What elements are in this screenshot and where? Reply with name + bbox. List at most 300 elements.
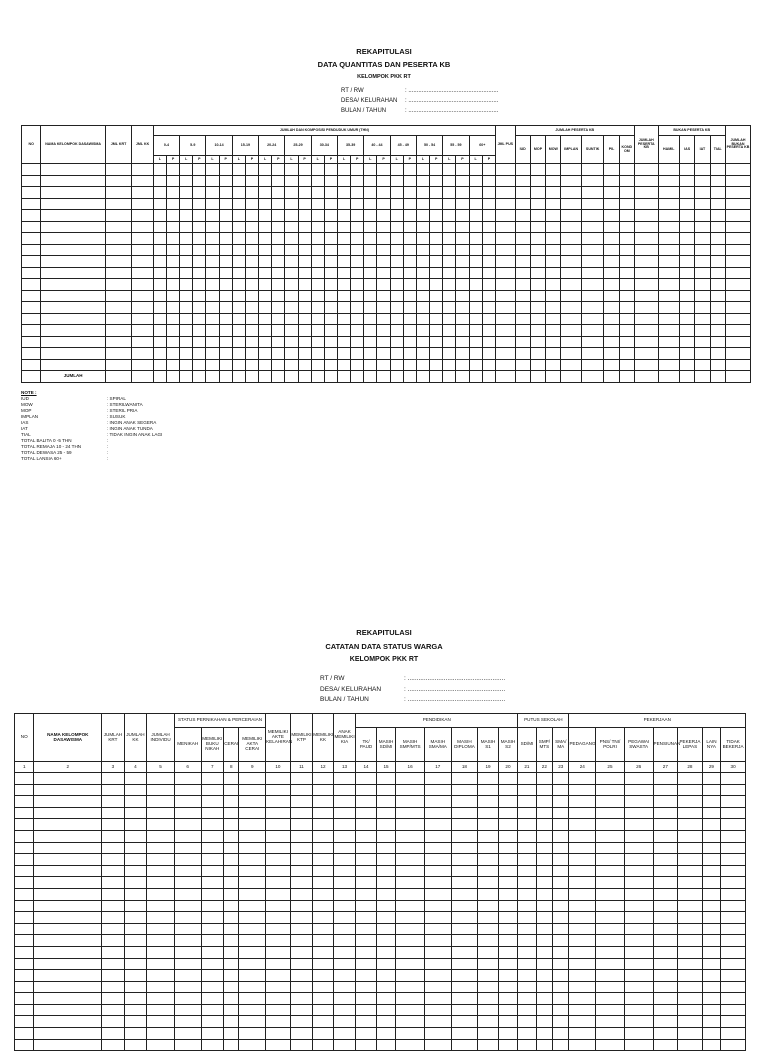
table-cell[interactable] — [124, 830, 147, 842]
table-cell[interactable] — [390, 313, 403, 325]
table-cell[interactable] — [619, 198, 634, 210]
table-cell[interactable] — [596, 946, 625, 958]
table-cell[interactable] — [201, 830, 224, 842]
table-cell[interactable] — [232, 359, 245, 371]
table-cell[interactable] — [569, 784, 596, 796]
table-cell[interactable] — [443, 187, 456, 199]
table-cell[interactable] — [364, 233, 377, 245]
table-cell[interactable] — [219, 302, 232, 314]
table-cell[interactable] — [396, 1028, 425, 1040]
table-cell[interactable] — [324, 325, 337, 337]
table-cell[interactable] — [496, 336, 515, 348]
table-cell[interactable] — [166, 336, 179, 348]
table-cell[interactable] — [403, 313, 416, 325]
table-cell[interactable] — [351, 164, 364, 176]
table-cell[interactable] — [498, 935, 517, 947]
table-cell[interactable] — [34, 900, 102, 912]
table-cell[interactable] — [124, 946, 147, 958]
table-cell[interactable] — [298, 256, 311, 268]
table-cell[interactable] — [102, 830, 125, 842]
table-cell[interactable] — [377, 175, 390, 187]
table-cell[interactable] — [105, 256, 132, 268]
table-cell[interactable] — [272, 256, 285, 268]
table-cell[interactable] — [313, 1004, 334, 1016]
table-cell[interactable] — [596, 796, 625, 808]
table-cell[interactable] — [721, 796, 746, 808]
table-cell[interactable] — [702, 923, 720, 935]
table-cell[interactable] — [536, 865, 552, 877]
table-cell[interactable] — [272, 187, 285, 199]
table-cell[interactable] — [658, 198, 679, 210]
table-cell[interactable] — [403, 336, 416, 348]
table-cell[interactable] — [206, 187, 219, 199]
table-cell[interactable] — [337, 371, 350, 383]
table-cell[interactable] — [635, 371, 659, 383]
table-cell[interactable] — [518, 842, 536, 854]
table-cell[interactable] — [356, 842, 377, 854]
table-cell[interactable] — [456, 302, 469, 314]
table-cell[interactable] — [201, 865, 224, 877]
table-cell[interactable] — [193, 267, 206, 279]
table-cell[interactable] — [403, 187, 416, 199]
table-cell[interactable] — [515, 290, 530, 302]
table-cell[interactable] — [451, 946, 478, 958]
table-cell[interactable] — [430, 210, 443, 222]
table-cell[interactable] — [658, 244, 679, 256]
table-cell[interactable] — [313, 993, 334, 1005]
table-cell[interactable] — [451, 796, 478, 808]
table-cell[interactable] — [553, 1004, 569, 1016]
table-cell[interactable] — [324, 233, 337, 245]
table-cell[interactable] — [324, 221, 337, 233]
table-cell[interactable] — [356, 819, 377, 831]
table-cell[interactable] — [430, 313, 443, 325]
table-cell[interactable] — [376, 784, 395, 796]
table-cell[interactable] — [604, 313, 619, 325]
table-cell[interactable] — [174, 784, 201, 796]
table-cell[interactable] — [396, 958, 425, 970]
table-cell[interactable] — [239, 807, 266, 819]
table-cell[interactable] — [166, 244, 179, 256]
table-cell[interactable] — [498, 1039, 517, 1051]
table-cell[interactable] — [174, 819, 201, 831]
table-cell[interactable] — [725, 302, 750, 314]
table-cell[interactable] — [679, 175, 694, 187]
table-cell[interactable] — [245, 371, 258, 383]
table-cell[interactable] — [15, 912, 34, 924]
table-cell[interactable] — [245, 198, 258, 210]
table-cell[interactable] — [596, 1016, 625, 1028]
table-cell[interactable] — [604, 325, 619, 337]
table-cell[interactable] — [34, 923, 102, 935]
table-cell[interactable] — [653, 854, 678, 866]
table-cell[interactable] — [581, 175, 603, 187]
table-cell[interactable] — [478, 1016, 499, 1028]
table-cell[interactable] — [311, 198, 324, 210]
table-cell[interactable] — [153, 164, 166, 176]
table-cell[interactable] — [351, 325, 364, 337]
table-cell[interactable] — [553, 981, 569, 993]
table-cell[interactable] — [313, 981, 334, 993]
table-cell[interactable] — [424, 1004, 451, 1016]
table-cell[interactable] — [725, 290, 750, 302]
table-cell[interactable] — [536, 935, 552, 947]
table-cell[interactable] — [498, 958, 517, 970]
table-cell[interactable] — [34, 796, 102, 808]
table-cell[interactable] — [105, 279, 132, 291]
table-cell[interactable] — [285, 164, 298, 176]
table-cell[interactable] — [364, 221, 377, 233]
table-cell[interactable] — [147, 842, 175, 854]
table-cell[interactable] — [224, 900, 239, 912]
table-cell[interactable] — [496, 267, 515, 279]
table-cell[interactable] — [298, 279, 311, 291]
table-cell[interactable] — [469, 164, 482, 176]
table-cell[interactable] — [132, 359, 153, 371]
table-cell[interactable] — [232, 348, 245, 360]
table-cell[interactable] — [443, 325, 456, 337]
table-cell[interactable] — [356, 912, 377, 924]
table-cell[interactable] — [147, 1039, 175, 1051]
table-cell[interactable] — [193, 233, 206, 245]
table-cell[interactable] — [15, 923, 34, 935]
table-cell[interactable] — [553, 923, 569, 935]
table-cell[interactable] — [153, 221, 166, 233]
table-cell[interactable] — [553, 912, 569, 924]
table-cell[interactable] — [546, 359, 561, 371]
table-cell[interactable] — [536, 923, 552, 935]
table-cell[interactable] — [232, 302, 245, 314]
table-cell[interactable] — [702, 993, 720, 1005]
table-cell[interactable] — [285, 325, 298, 337]
table-cell[interactable] — [416, 325, 429, 337]
table-cell[interactable] — [290, 842, 313, 854]
table-cell[interactable] — [377, 325, 390, 337]
table-cell[interactable] — [619, 175, 634, 187]
table-cell[interactable] — [721, 773, 746, 785]
table-cell[interactable] — [478, 946, 499, 958]
table-cell[interactable] — [710, 348, 725, 360]
table-cell[interactable] — [702, 935, 720, 947]
table-cell[interactable] — [496, 302, 515, 314]
table-cell[interactable] — [206, 244, 219, 256]
table-cell[interactable] — [478, 923, 499, 935]
table-cell[interactable] — [536, 830, 552, 842]
table-cell[interactable] — [337, 233, 350, 245]
table-cell[interactable] — [232, 313, 245, 325]
table-cell[interactable] — [166, 256, 179, 268]
table-cell[interactable] — [469, 198, 482, 210]
table-cell[interactable] — [102, 865, 125, 877]
table-cell[interactable] — [679, 198, 694, 210]
table-cell[interactable] — [619, 244, 634, 256]
table-cell[interactable] — [102, 773, 125, 785]
table-cell[interactable] — [132, 256, 153, 268]
table-cell[interactable] — [496, 221, 515, 233]
table-cell[interactable] — [266, 935, 291, 947]
table-cell[interactable] — [105, 164, 132, 176]
table-cell[interactable] — [721, 830, 746, 842]
table-cell[interactable] — [624, 888, 653, 900]
table-cell[interactable] — [678, 888, 703, 900]
table-cell[interactable] — [530, 313, 545, 325]
table-cell[interactable] — [364, 187, 377, 199]
table-cell[interactable] — [721, 900, 746, 912]
table-cell[interactable] — [245, 267, 258, 279]
table-cell[interactable] — [15, 970, 34, 982]
table-cell[interactable] — [272, 233, 285, 245]
table-cell[interactable] — [518, 970, 536, 982]
table-cell[interactable] — [482, 210, 495, 222]
table-cell[interactable] — [239, 912, 266, 924]
table-cell[interactable] — [193, 336, 206, 348]
table-cell[interactable] — [105, 336, 132, 348]
table-cell[interactable] — [313, 773, 334, 785]
table-cell[interactable] — [41, 267, 105, 279]
table-cell[interactable] — [239, 888, 266, 900]
table-cell[interactable] — [536, 1039, 552, 1051]
table-cell[interactable] — [721, 923, 746, 935]
table-cell[interactable] — [174, 1028, 201, 1040]
table-cell[interactable] — [364, 313, 377, 325]
table-cell[interactable] — [710, 313, 725, 325]
table-cell[interactable] — [266, 865, 291, 877]
table-cell[interactable] — [416, 302, 429, 314]
table-cell[interactable] — [702, 842, 720, 854]
table-cell[interactable] — [356, 773, 377, 785]
table-cell[interactable] — [201, 946, 224, 958]
table-cell[interactable] — [324, 175, 337, 187]
table-cell[interactable] — [356, 981, 377, 993]
table-cell[interactable] — [333, 900, 356, 912]
table-cell[interactable] — [702, 854, 720, 866]
table-cell[interactable] — [695, 244, 710, 256]
table-cell[interactable] — [201, 796, 224, 808]
table-cell[interactable] — [430, 267, 443, 279]
table-cell[interactable] — [443, 175, 456, 187]
table-cell[interactable] — [456, 348, 469, 360]
table-cell[interactable] — [695, 198, 710, 210]
table-cell[interactable] — [546, 256, 561, 268]
table-cell[interactable] — [313, 900, 334, 912]
table-cell[interactable] — [710, 221, 725, 233]
table-cell[interactable] — [132, 325, 153, 337]
table-cell[interactable] — [678, 1004, 703, 1016]
table-cell[interactable] — [180, 164, 193, 176]
table-cell[interactable] — [174, 877, 201, 889]
table-cell[interactable] — [166, 221, 179, 233]
table-cell[interactable] — [272, 336, 285, 348]
table-cell[interactable] — [356, 1028, 377, 1040]
table-cell[interactable] — [266, 958, 291, 970]
table-cell[interactable] — [166, 302, 179, 314]
table-cell[interactable] — [356, 958, 377, 970]
table-cell[interactable] — [695, 221, 710, 233]
table-cell[interactable] — [272, 164, 285, 176]
table-cell[interactable] — [174, 854, 201, 866]
table-cell[interactable] — [337, 336, 350, 348]
table-cell[interactable] — [201, 1028, 224, 1040]
table-cell[interactable] — [553, 842, 569, 854]
table-cell[interactable] — [679, 267, 694, 279]
table-cell[interactable] — [546, 210, 561, 222]
table-cell[interactable] — [678, 877, 703, 889]
table-cell[interactable] — [396, 842, 425, 854]
table-cell[interactable] — [193, 164, 206, 176]
table-cell[interactable] — [624, 981, 653, 993]
table-cell[interactable] — [635, 187, 659, 199]
table-cell[interactable] — [15, 796, 34, 808]
table-cell[interactable] — [22, 244, 41, 256]
table-cell[interactable] — [22, 221, 41, 233]
table-cell[interactable] — [569, 970, 596, 982]
table-cell[interactable] — [424, 784, 451, 796]
table-cell[interactable] — [239, 1039, 266, 1051]
table-cell[interactable] — [653, 1004, 678, 1016]
table-cell[interactable] — [201, 877, 224, 889]
table-cell[interactable] — [377, 267, 390, 279]
table-cell[interactable] — [658, 256, 679, 268]
table-cell[interactable] — [356, 830, 377, 842]
table-cell[interactable] — [356, 865, 377, 877]
table-cell[interactable] — [193, 290, 206, 302]
table-cell[interactable] — [561, 187, 581, 199]
table-cell[interactable] — [324, 267, 337, 279]
table-cell[interactable] — [219, 371, 232, 383]
table-cell[interactable] — [34, 807, 102, 819]
table-cell[interactable] — [619, 233, 634, 245]
table-cell[interactable] — [377, 233, 390, 245]
table-cell[interactable] — [390, 221, 403, 233]
table-cell[interactable] — [424, 830, 451, 842]
table-cell[interactable] — [635, 210, 659, 222]
table-cell[interactable] — [478, 865, 499, 877]
table-cell[interactable] — [430, 164, 443, 176]
table-cell[interactable] — [219, 325, 232, 337]
table-cell[interactable] — [266, 819, 291, 831]
table-cell[interactable] — [403, 233, 416, 245]
table-cell[interactable] — [201, 842, 224, 854]
table-cell[interactable] — [478, 854, 499, 866]
table-cell[interactable] — [132, 290, 153, 302]
table-cell[interactable] — [518, 958, 536, 970]
table-cell[interactable] — [376, 796, 395, 808]
table-cell[interactable] — [124, 888, 147, 900]
table-cell[interactable] — [102, 888, 125, 900]
table-cell[interactable] — [496, 359, 515, 371]
table-cell[interactable] — [124, 958, 147, 970]
table-cell[interactable] — [396, 981, 425, 993]
table-cell[interactable] — [224, 784, 239, 796]
table-cell[interactable] — [22, 359, 41, 371]
table-cell[interactable] — [193, 187, 206, 199]
table-cell[interactable] — [180, 221, 193, 233]
table-cell[interactable] — [546, 371, 561, 383]
table-cell[interactable] — [272, 290, 285, 302]
table-cell[interactable] — [266, 946, 291, 958]
table-cell[interactable] — [678, 807, 703, 819]
table-cell[interactable] — [201, 819, 224, 831]
table-cell[interactable] — [553, 807, 569, 819]
table-cell[interactable] — [530, 302, 545, 314]
table-cell[interactable] — [147, 1004, 175, 1016]
table-cell[interactable] — [416, 175, 429, 187]
table-cell[interactable] — [498, 912, 517, 924]
table-cell[interactable] — [22, 256, 41, 268]
table-cell[interactable] — [376, 1028, 395, 1040]
table-cell[interactable] — [232, 221, 245, 233]
table-cell[interactable] — [695, 371, 710, 383]
table-cell[interactable] — [201, 981, 224, 993]
table-cell[interactable] — [219, 359, 232, 371]
table-cell[interactable] — [15, 877, 34, 889]
table-cell[interactable] — [430, 233, 443, 245]
table-cell[interactable] — [496, 210, 515, 222]
table-cell[interactable] — [515, 244, 530, 256]
table-cell[interactable] — [518, 912, 536, 924]
table-cell[interactable] — [396, 865, 425, 877]
table-cell[interactable] — [351, 233, 364, 245]
table-cell[interactable] — [518, 981, 536, 993]
table-cell[interactable] — [530, 325, 545, 337]
table-cell[interactable] — [619, 187, 634, 199]
table-cell[interactable] — [259, 290, 272, 302]
table-cell[interactable] — [702, 830, 720, 842]
table-cell[interactable] — [324, 256, 337, 268]
table-cell[interactable] — [34, 981, 102, 993]
table-cell[interactable] — [515, 221, 530, 233]
table-cell[interactable] — [34, 935, 102, 947]
table-cell[interactable] — [515, 256, 530, 268]
table-cell[interactable] — [678, 912, 703, 924]
table-cell[interactable] — [105, 290, 132, 302]
table-cell[interactable] — [518, 1016, 536, 1028]
table-cell[interactable] — [311, 290, 324, 302]
table-cell[interactable] — [102, 981, 125, 993]
table-cell[interactable] — [710, 325, 725, 337]
table-cell[interactable] — [132, 210, 153, 222]
table-cell[interactable] — [403, 267, 416, 279]
table-cell[interactable] — [569, 935, 596, 947]
table-cell[interactable] — [298, 325, 311, 337]
table-cell[interactable] — [147, 819, 175, 831]
table-cell[interactable] — [34, 970, 102, 982]
table-cell[interactable] — [679, 325, 694, 337]
table-cell[interactable] — [206, 313, 219, 325]
table-cell[interactable] — [351, 256, 364, 268]
table-cell[interactable] — [193, 210, 206, 222]
table-cell[interactable] — [725, 336, 750, 348]
table-cell[interactable] — [498, 796, 517, 808]
table-cell[interactable] — [102, 1016, 125, 1028]
table-cell[interactable] — [679, 290, 694, 302]
table-cell[interactable] — [313, 923, 334, 935]
table-cell[interactable] — [259, 267, 272, 279]
table-cell[interactable] — [193, 348, 206, 360]
table-cell[interactable] — [201, 1004, 224, 1016]
table-cell[interactable] — [272, 221, 285, 233]
table-cell[interactable] — [259, 198, 272, 210]
table-cell[interactable] — [324, 371, 337, 383]
table-cell[interactable] — [403, 164, 416, 176]
table-cell[interactable] — [390, 244, 403, 256]
table-cell[interactable] — [219, 279, 232, 291]
table-cell[interactable] — [553, 796, 569, 808]
table-cell[interactable] — [105, 267, 132, 279]
table-cell[interactable] — [376, 1039, 395, 1051]
table-cell[interactable] — [239, 1004, 266, 1016]
table-cell[interactable] — [153, 325, 166, 337]
